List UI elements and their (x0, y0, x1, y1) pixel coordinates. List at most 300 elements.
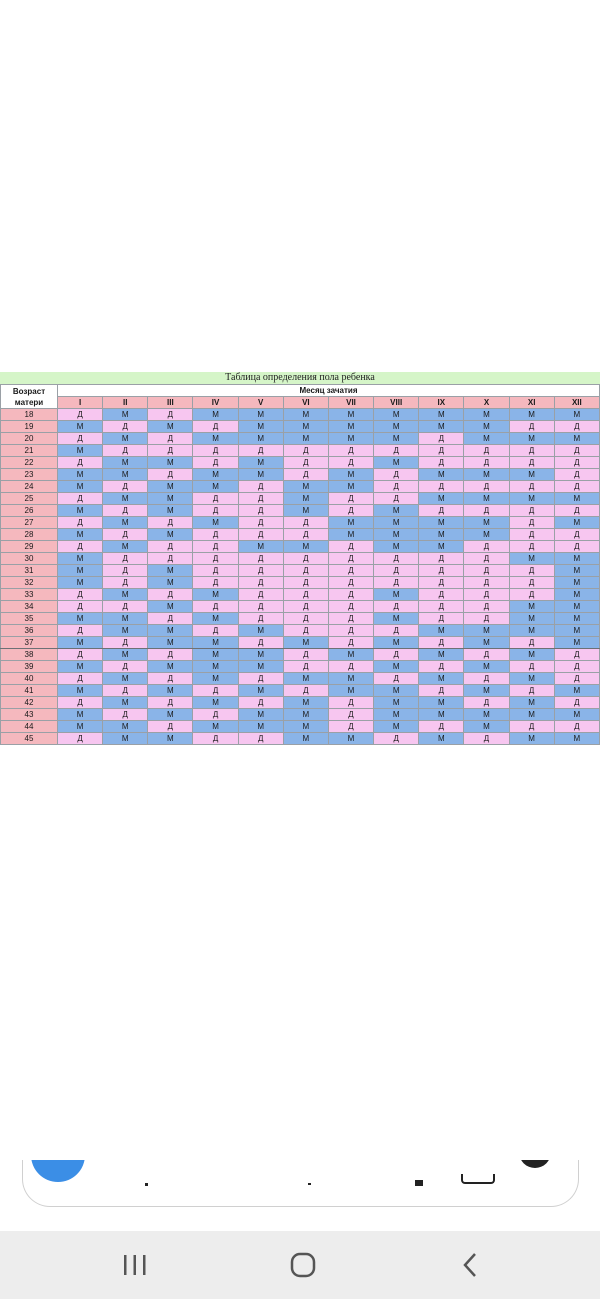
sex-cell: Д (464, 553, 509, 565)
table-row (1, 445, 600, 457)
sex-cell: М (238, 541, 283, 553)
table-row (1, 553, 600, 565)
sex-cell: М (464, 433, 509, 445)
sex-cell: М (464, 421, 509, 433)
sex-cell: М (58, 613, 103, 625)
sex-cell: Д (509, 481, 554, 493)
sex-cell: Д (103, 685, 148, 697)
sex-cell: Д (193, 421, 238, 433)
sex-cell: Д (58, 673, 103, 685)
table-row (1, 589, 600, 601)
sex-cell: Д (193, 709, 238, 721)
sex-cell: М (419, 673, 464, 685)
sex-cell: М (419, 409, 464, 421)
sex-cell: Д (328, 697, 373, 709)
sex-cell: Д (238, 589, 283, 601)
sex-cell: М (374, 709, 419, 721)
sex-cell: М (103, 433, 148, 445)
age-cell: 34 (1, 601, 58, 613)
sex-cell: Д (103, 421, 148, 433)
sex-cell: Д (58, 733, 103, 745)
sex-cell: Д (238, 505, 283, 517)
sex-cell: Д (464, 445, 509, 457)
sex-cell: Д (509, 421, 554, 433)
sex-cell: М (103, 721, 148, 733)
sex-cell: М (464, 409, 509, 421)
sex-cell: М (464, 493, 509, 505)
sex-cell: Д (328, 637, 373, 649)
month-header-cell: I (58, 397, 103, 409)
sex-cell: Д (58, 433, 103, 445)
sex-cell: Д (238, 529, 283, 541)
sex-cell: Д (283, 553, 328, 565)
sex-cell: М (328, 469, 373, 481)
sex-cell: Д (193, 529, 238, 541)
sex-cell: Д (58, 625, 103, 637)
sex-cell: М (374, 409, 419, 421)
sex-cell: Д (328, 613, 373, 625)
sex-cell: М (58, 469, 103, 481)
sex-cell: Д (148, 673, 193, 685)
sex-cell: М (193, 697, 238, 709)
sex-cell: М (58, 481, 103, 493)
table-title: Таблица определения пола ребенка (0, 372, 600, 384)
sex-cell: М (419, 493, 464, 505)
sex-cell: Д (419, 637, 464, 649)
sex-cell: М (509, 601, 554, 613)
sex-cell: М (554, 625, 599, 637)
sex-cell: М (328, 433, 373, 445)
sex-cell: Д (419, 565, 464, 577)
sex-cell: М (328, 673, 373, 685)
sex-cell: М (374, 613, 419, 625)
sex-cell: М (464, 685, 509, 697)
sex-cell: Д (419, 661, 464, 673)
sex-cell: Д (554, 445, 599, 457)
month-header: Месяц зачатия (58, 385, 600, 397)
sex-cell: Д (509, 457, 554, 469)
sex-cell: М (374, 661, 419, 673)
sex-cell: М (148, 625, 193, 637)
sex-cell: М (148, 565, 193, 577)
age-cell: 18 (1, 409, 58, 421)
sex-cell: Д (509, 661, 554, 673)
sex-cell: Д (464, 457, 509, 469)
age-column-header (1, 385, 58, 409)
sex-cell: Д (464, 541, 509, 553)
sex-cell: Д (328, 445, 373, 457)
sex-cell: Д (238, 565, 283, 577)
sex-cell: М (554, 601, 599, 613)
sex-cell: М (103, 541, 148, 553)
sex-cell: М (509, 493, 554, 505)
bottom-toolbar (22, 1160, 579, 1207)
sex-cell: М (554, 493, 599, 505)
sex-cell: М (283, 721, 328, 733)
sex-cell: Д (419, 577, 464, 589)
sex-cell: М (419, 421, 464, 433)
table-body (1, 409, 600, 745)
sex-cell: Д (148, 553, 193, 565)
sex-cell: Д (464, 565, 509, 577)
sex-cell: Д (419, 685, 464, 697)
sex-cell: Д (283, 445, 328, 457)
sex-cell: Д (58, 589, 103, 601)
sex-cell: Д (193, 577, 238, 589)
sex-cell: М (554, 433, 599, 445)
profile-icon[interactable] (519, 1160, 551, 1168)
tray-icon[interactable] (461, 1174, 495, 1184)
sex-cell: М (148, 577, 193, 589)
sex-cell: М (193, 433, 238, 445)
sex-cell: Д (58, 601, 103, 613)
sex-cell: М (554, 613, 599, 625)
sex-cell: М (283, 481, 328, 493)
sex-cell: Д (509, 577, 554, 589)
sex-cell: Д (238, 613, 283, 625)
sex-cell: Д (283, 661, 328, 673)
sex-cell: М (374, 685, 419, 697)
sex-cell: Д (283, 625, 328, 637)
age-cell: 32 (1, 577, 58, 589)
sex-cell: М (419, 625, 464, 637)
sex-cell: Д (193, 625, 238, 637)
sex-cell: Д (103, 505, 148, 517)
sex-cell: М (509, 649, 554, 661)
sex-cell: М (193, 661, 238, 673)
table-row (1, 457, 600, 469)
sex-cell: Д (58, 541, 103, 553)
sex-cell: Д (148, 589, 193, 601)
table-row (1, 505, 600, 517)
sex-cell: М (193, 409, 238, 421)
sex-cell: М (58, 445, 103, 457)
corner-line1: Возраст (12, 386, 46, 396)
sex-cell: М (103, 649, 148, 661)
sex-cell: Д (554, 481, 599, 493)
sex-cell: М (283, 541, 328, 553)
sex-cell: М (103, 457, 148, 469)
sex-cell: М (193, 589, 238, 601)
sex-cell: Д (193, 553, 238, 565)
sex-cell: Д (148, 409, 193, 421)
sex-cell: Д (238, 553, 283, 565)
sex-cell: Д (193, 505, 238, 517)
sex-cell: М (148, 661, 193, 673)
sex-cell: М (464, 637, 509, 649)
sex-cell: М (58, 553, 103, 565)
sex-cell: Д (58, 409, 103, 421)
recent-apps-icon[interactable] (115, 1249, 155, 1281)
sex-cell: Д (328, 565, 373, 577)
sex-cell: М (148, 421, 193, 433)
sex-cell: М (328, 685, 373, 697)
sex-cell: Д (148, 721, 193, 733)
month-header-cell: XII (554, 397, 599, 409)
table-row (1, 517, 600, 529)
sex-cell: Д (328, 505, 373, 517)
sex-cell: Д (283, 649, 328, 661)
sex-cell: М (193, 469, 238, 481)
sex-cell: М (238, 661, 283, 673)
sex-cell: М (374, 589, 419, 601)
sex-cell: Д (103, 565, 148, 577)
sex-cell: М (509, 709, 554, 721)
sex-cell: М (464, 709, 509, 721)
sex-cell: М (103, 673, 148, 685)
sex-cell: М (283, 421, 328, 433)
table-row (1, 733, 600, 745)
table-row (1, 613, 600, 625)
sex-cell: Д (328, 601, 373, 613)
sex-cell: М (464, 721, 509, 733)
age-cell: 19 (1, 421, 58, 433)
sex-cell: Д (554, 649, 599, 661)
sex-cell: М (509, 553, 554, 565)
sex-cell: М (283, 409, 328, 421)
sex-cell: Д (554, 505, 599, 517)
sex-cell: Д (328, 577, 373, 589)
sex-cell: Д (419, 433, 464, 445)
sex-cell: М (103, 589, 148, 601)
sex-cell: М (419, 541, 464, 553)
age-cell: 33 (1, 589, 58, 601)
sex-cell: М (148, 529, 193, 541)
sex-cell: М (283, 673, 328, 685)
sex-cell: Д (148, 697, 193, 709)
sex-cell: Д (419, 589, 464, 601)
sex-cell: М (464, 469, 509, 481)
sex-cell: Д (554, 529, 599, 541)
sex-cell: М (148, 505, 193, 517)
fab-button[interactable] (31, 1160, 85, 1182)
sex-cell: Д (419, 613, 464, 625)
month-header-cell: VI (283, 397, 328, 409)
sex-cell: М (419, 469, 464, 481)
sex-cell: М (58, 577, 103, 589)
sex-cell: М (58, 565, 103, 577)
sex-cell: Д (554, 697, 599, 709)
sex-cell: Д (148, 469, 193, 481)
month-header-cell: IX (419, 397, 464, 409)
sex-cell: М (58, 721, 103, 733)
sex-cell: Д (103, 661, 148, 673)
sex-cell: М (103, 613, 148, 625)
sex-cell: Д (193, 601, 238, 613)
age-cell: 23 (1, 469, 58, 481)
sex-cell: Д (238, 637, 283, 649)
sex-cell: М (554, 709, 599, 721)
table-row (1, 601, 600, 613)
age-cell: 28 (1, 529, 58, 541)
sex-cell: Д (283, 565, 328, 577)
month-header-cell: X (464, 397, 509, 409)
age-cell: 44 (1, 721, 58, 733)
sex-cell: М (103, 625, 148, 637)
sex-cell: Д (238, 481, 283, 493)
sex-cell: М (58, 661, 103, 673)
age-cell: 29 (1, 541, 58, 553)
sex-cell: М (419, 697, 464, 709)
sex-cell: Д (419, 601, 464, 613)
sex-cell: М (374, 721, 419, 733)
edit-icon[interactable] (415, 1180, 423, 1186)
sex-cell: Д (283, 529, 328, 541)
age-cell: 20 (1, 433, 58, 445)
home-icon[interactable] (283, 1249, 323, 1281)
sex-cell: М (103, 517, 148, 529)
sex-cell: М (238, 409, 283, 421)
sex-cell: Д (103, 709, 148, 721)
sex-cell: М (283, 637, 328, 649)
sex-cell: Д (419, 505, 464, 517)
sex-cell: М (148, 637, 193, 649)
back-icon[interactable] (450, 1249, 490, 1281)
sex-cell: Д (193, 565, 238, 577)
sex-cell: Д (374, 565, 419, 577)
sex-cell: М (238, 469, 283, 481)
sex-cell: М (509, 697, 554, 709)
sex-cell: Д (328, 661, 373, 673)
sex-cell: М (328, 481, 373, 493)
sex-cell: М (103, 409, 148, 421)
sex-cell: Д (238, 493, 283, 505)
table-row (1, 625, 600, 637)
age-cell: 39 (1, 661, 58, 673)
sex-cell: М (464, 517, 509, 529)
sex-cell: Д (148, 541, 193, 553)
sex-cell: М (419, 517, 464, 529)
sex-cell: Д (554, 457, 599, 469)
sex-cell: Д (283, 589, 328, 601)
sex-cell: Д (464, 589, 509, 601)
age-cell: 30 (1, 553, 58, 565)
sex-cell: Д (328, 541, 373, 553)
sex-cell: Д (193, 457, 238, 469)
table-row (1, 421, 600, 433)
sex-cell: Д (148, 433, 193, 445)
sex-cell: М (238, 625, 283, 637)
sex-cell: М (58, 637, 103, 649)
sex-cell: М (283, 709, 328, 721)
age-cell: 31 (1, 565, 58, 577)
sex-cell: Д (509, 589, 554, 601)
sex-cell: Д (148, 445, 193, 457)
sex-cell: Д (374, 673, 419, 685)
sex-cell: Д (328, 625, 373, 637)
sex-cell: Д (509, 505, 554, 517)
age-cell: 38 (1, 649, 58, 661)
sex-cell: М (374, 541, 419, 553)
sex-cell: М (193, 673, 238, 685)
sex-cell: М (103, 697, 148, 709)
sex-cell: М (464, 661, 509, 673)
sex-cell: Д (509, 685, 554, 697)
month-header-cell: VIII (374, 397, 419, 409)
sex-cell: М (238, 421, 283, 433)
sex-cell: М (554, 517, 599, 529)
sex-cell: М (374, 517, 419, 529)
table-row (1, 493, 600, 505)
sex-cell: Д (554, 469, 599, 481)
sex-cell: Д (193, 685, 238, 697)
sex-cell: Д (554, 541, 599, 553)
sex-cell: Д (238, 673, 283, 685)
table-row (1, 565, 600, 577)
sex-cell: Д (103, 553, 148, 565)
sex-cell: М (148, 733, 193, 745)
sex-cell: Д (148, 517, 193, 529)
sex-cell: М (283, 433, 328, 445)
sex-cell: Д (419, 721, 464, 733)
sex-cell: М (554, 733, 599, 745)
sex-cell: Д (328, 589, 373, 601)
table-row (1, 577, 600, 589)
month-header-cell: VII (328, 397, 373, 409)
sex-cell: Д (374, 625, 419, 637)
month-header-cell: IV (193, 397, 238, 409)
sex-cell: Д (464, 673, 509, 685)
sex-cell: Д (328, 721, 373, 733)
sex-cell: М (238, 433, 283, 445)
sex-cell: Д (103, 481, 148, 493)
sex-cell: М (509, 613, 554, 625)
sex-cell: М (328, 529, 373, 541)
sex-cell: Д (58, 649, 103, 661)
sex-cell: М (58, 529, 103, 541)
sex-cell: М (328, 409, 373, 421)
sex-cell: Д (374, 553, 419, 565)
sex-cell: Д (328, 493, 373, 505)
sex-cell: М (193, 721, 238, 733)
sex-cell: М (193, 517, 238, 529)
month-header-cell: XI (509, 397, 554, 409)
sex-cell: М (58, 421, 103, 433)
table-row (1, 409, 600, 421)
age-cell: 35 (1, 613, 58, 625)
sex-cell: Д (193, 733, 238, 745)
sex-cell: М (419, 529, 464, 541)
age-cell: 22 (1, 457, 58, 469)
table-row (1, 649, 600, 661)
sex-cell: М (148, 709, 193, 721)
age-cell: 40 (1, 673, 58, 685)
sex-cell: М (554, 577, 599, 589)
table-row (1, 661, 600, 673)
sex-cell: Д (509, 565, 554, 577)
sex-cell: М (374, 697, 419, 709)
sex-cell: М (103, 733, 148, 745)
age-cell: 21 (1, 445, 58, 457)
dot-icon (145, 1183, 148, 1186)
age-cell: 41 (1, 685, 58, 697)
age-cell: 36 (1, 625, 58, 637)
sex-cell: М (283, 733, 328, 745)
table-row (1, 433, 600, 445)
sex-cell: М (193, 613, 238, 625)
sex-cell: Д (283, 577, 328, 589)
sex-cell: Д (103, 577, 148, 589)
sex-cell: Д (238, 733, 283, 745)
sex-cell: Д (328, 457, 373, 469)
sex-cell: М (374, 457, 419, 469)
sex-cell: Д (464, 481, 509, 493)
sex-cell: М (419, 709, 464, 721)
sex-cell: Д (419, 481, 464, 493)
sex-cell: Д (148, 649, 193, 661)
sex-cell: М (554, 409, 599, 421)
age-cell: 42 (1, 697, 58, 709)
